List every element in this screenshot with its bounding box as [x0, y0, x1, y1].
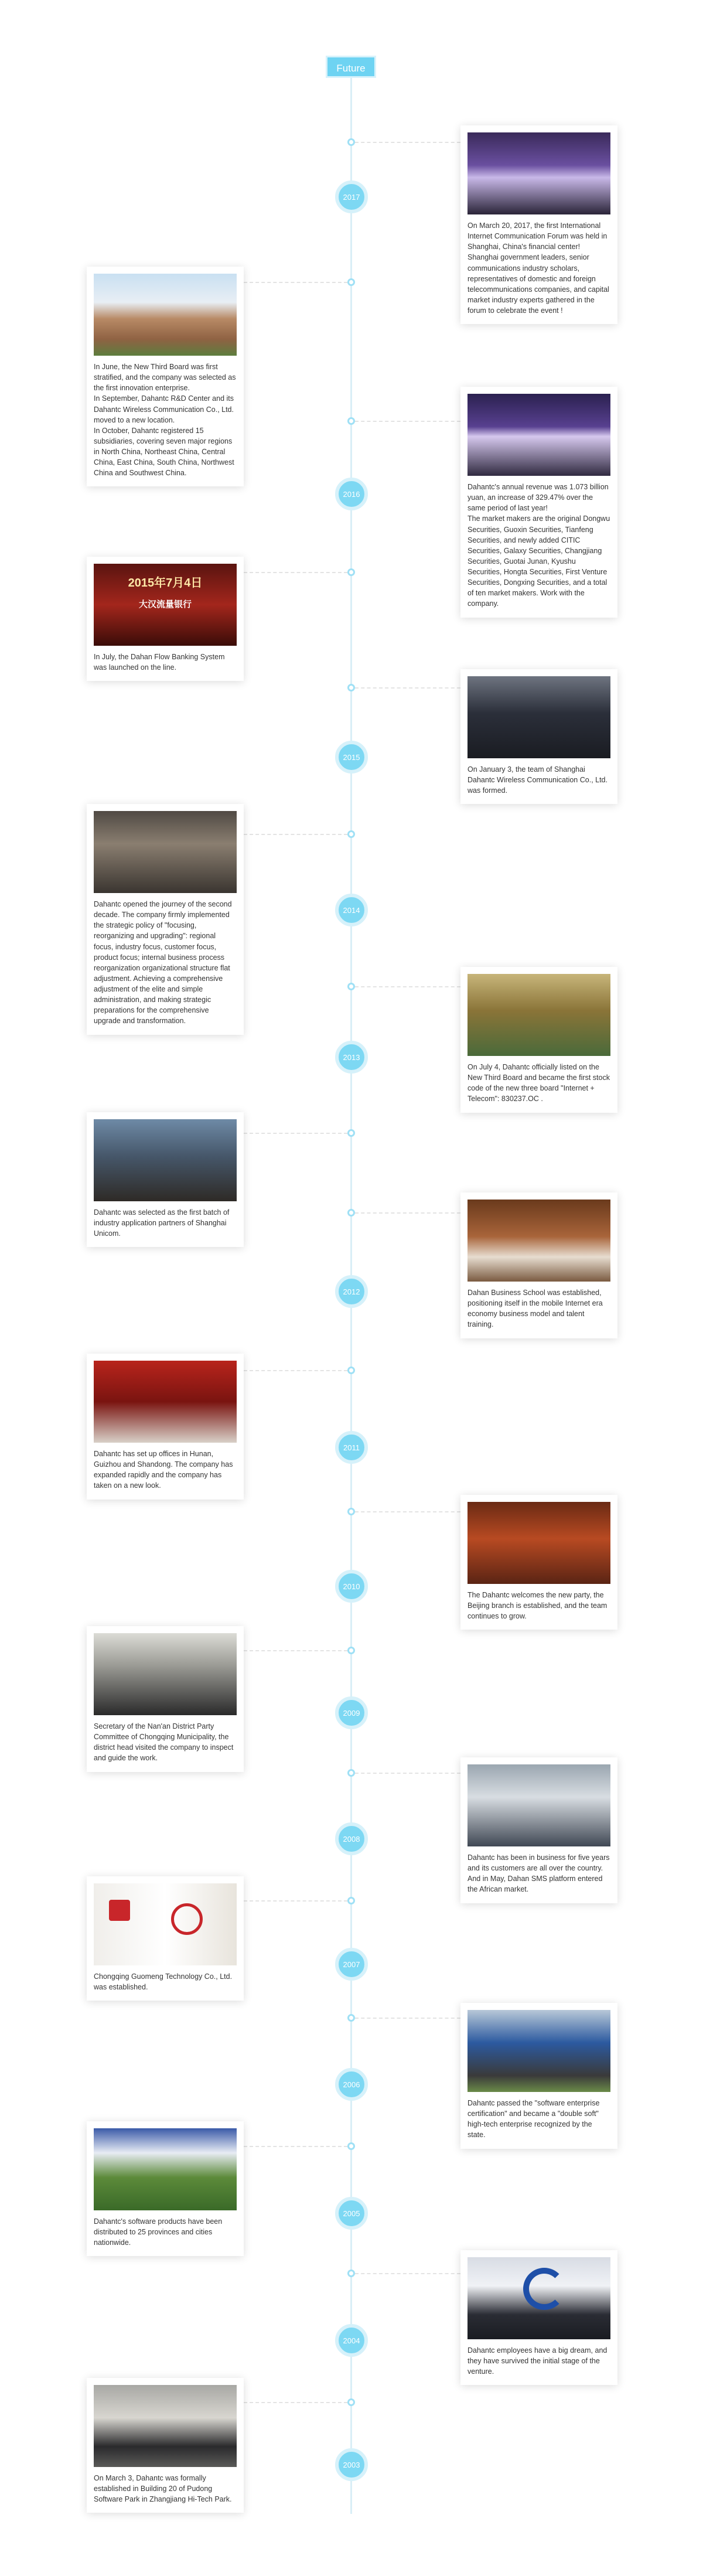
- timeline-dot: [347, 830, 355, 838]
- connector-line: [355, 1212, 460, 1214]
- year-marker-2006[interactable]: 2006: [335, 2068, 368, 2101]
- event-text: In June, the New Third Board was first stratified, and the company was selected as the first innovation enterprise. In September, Dahantc R&D Center and its Dahantc Wireless Communication Co., Ltd. moved to a new location. In October, Dahantc registered 15 subsidiaries, covering seven major regions in North China, Northeast China, Central China, East China, South China, Northwest China and Southwest China.: [94, 363, 236, 478]
- event-card-2006-certification: [460, 2003, 617, 2149]
- event-photo: [94, 1633, 237, 1715]
- event-text: On January 3, the team of Shanghai Dahantc Wireless Communication Co., Ltd. was formed.: [467, 765, 608, 795]
- event-card-2013-unicom: [87, 1112, 244, 1247]
- year-marker-2013[interactable]: 2013: [335, 1041, 368, 1074]
- event-photo: [467, 2010, 610, 2092]
- timeline-dot: [347, 2142, 355, 2150]
- event-text: On March 3, Dahantc was formally established in Building 20 of Pudong Software Park in Zhangjiang Hi-Tech Park.: [94, 2474, 232, 2504]
- event-card-2017-forum: [460, 125, 617, 324]
- event-photo: [467, 1200, 610, 1282]
- connector-line: [355, 142, 460, 143]
- year-marker-2016[interactable]: 2016: [335, 478, 368, 510]
- year-marker-2007[interactable]: 2007: [335, 1948, 368, 1981]
- event-card-2016-revenue: [460, 387, 617, 618]
- year-marker-2014[interactable]: 2014: [335, 894, 368, 926]
- event-card-2015-flow-banking: [87, 557, 244, 681]
- event-text: Dahantc has been in business for five years and its customers are all over the country. And in May, Dahan SMS platform entered the African market.: [467, 1853, 610, 1894]
- event-card-2007-guomeng: [87, 1876, 244, 2001]
- year-marker-2009[interactable]: 2009: [335, 1696, 368, 1729]
- company-logo-icon: [523, 2268, 565, 2310]
- event-photo: [94, 1119, 237, 1201]
- connector-line: [244, 1370, 347, 1371]
- year-marker-2004[interactable]: 2004: [335, 2324, 368, 2357]
- connector-line: [244, 1133, 347, 1134]
- photo-date-caption: 2015年7月4日: [128, 577, 203, 590]
- timeline-dot: [347, 568, 355, 576]
- event-text: Dahantc passed the "software enterprise certification" and became a "double soft" high-tech enterprise recognized by the state.: [467, 2099, 600, 2139]
- timeline-dot: [347, 1508, 355, 1515]
- timeline-dot: [347, 1769, 355, 1777]
- event-photo: [94, 811, 237, 893]
- event-photo: [467, 2257, 610, 2339]
- event-photo: [467, 394, 610, 476]
- connector-line: [355, 986, 460, 987]
- year-marker-2017[interactable]: 2017: [335, 180, 368, 213]
- event-text: In July, the Dahan Flow Banking System was launched on the line.: [94, 653, 225, 672]
- event-photo: [467, 1502, 610, 1584]
- timeline-dot: [347, 684, 355, 691]
- year-marker-2010[interactable]: 2010: [335, 1570, 368, 1603]
- connector-line: [244, 2402, 347, 2403]
- event-card-2016-innovation: [87, 267, 244, 486]
- event-photo: [94, 2385, 237, 2467]
- event-photo: [467, 676, 610, 758]
- timeline-dot: [347, 1897, 355, 1904]
- connector-line: [355, 2018, 460, 2019]
- event-photo: [94, 564, 237, 646]
- year-marker-2005[interactable]: 2005: [335, 2197, 368, 2230]
- event-photo: [94, 274, 237, 356]
- event-text: Secretary of the Nan'an District Party Committee of Chongqing Municipality, the district head visited the company to inspect and guide the work.: [94, 1722, 234, 1763]
- event-card-2009-visit: [87, 1626, 244, 1772]
- timeline-dot: [347, 2270, 355, 2277]
- timeline-dot: [347, 417, 355, 425]
- event-text: Dahantc's annual revenue was 1.073 billion yuan, an increase of 329.47% over the same period of last year! The market makers are the original Dongwu Securities, Guoxin Securities, Tianfeng Securities, and newly added CITIC Securities, Galaxy Securities, Changjiang Securities, Guotai Junan, Kyushu Securities, Hongta Securities, First Venture Securities, Dongxing Securities, and a total of ten market makers. Work with the company.: [467, 483, 610, 608]
- connector-line: [355, 1773, 460, 1774]
- connector-line: [244, 572, 347, 573]
- event-text: Dahantc employees have a big dream, and they have survived the initial stage of the venture.: [467, 2346, 608, 2376]
- event-card-2004-dream: [460, 2250, 617, 2385]
- connector-line: [355, 1511, 460, 1512]
- event-photo: [467, 974, 610, 1056]
- timeline-dot: [347, 1367, 355, 1374]
- timeline-dot: [347, 1129, 355, 1137]
- connector-line: [355, 687, 460, 689]
- year-marker-2008[interactable]: 2008: [335, 1822, 368, 1855]
- connector-line: [355, 2273, 460, 2274]
- event-card-2014-second-decade: [87, 804, 244, 1035]
- timeline-dot: [347, 1209, 355, 1217]
- timeline-dot: [347, 138, 355, 146]
- event-text: Dahantc opened the journey of the second decade. The company firmly implemented the strategic policy of "focusing, reorganizing and upgrading": regional focus, industry focus, customer focus, product focus; internal business process reorganization organizational structure flat adjustment. Achieving a comprehensive adjustment of the elite and simple administration, and making strategic preparations for the comprehensive upgrade and transformation.: [94, 900, 232, 1025]
- year-marker-2003[interactable]: 2003: [335, 2448, 368, 2481]
- connector-line: [244, 282, 347, 283]
- connector-line: [244, 1900, 347, 1902]
- connector-line: [244, 834, 347, 835]
- event-card-2015-team: [460, 669, 617, 804]
- event-text: On March 20, 2017, the first International Internet Communication Forum was held in Shanghai, China's financial center! Shanghai government leaders, senior communications industry scholars, representatives of domestic and foreign telecommunications companies, and capital market industry experts gathered in the forum to celebrate the event !: [467, 222, 609, 315]
- event-photo: [94, 1883, 237, 1965]
- timeline-dot: [347, 1647, 355, 1654]
- event-text: On July 4, Dahantc officially listed on the New Third Board and became the first stock code of the new three board "Internet + Telecom": 830237.OC .: [467, 1063, 610, 1103]
- year-marker-2011[interactable]: 2011: [335, 1431, 368, 1464]
- future-button[interactable]: Future: [326, 56, 376, 78]
- timeline-dot: [347, 278, 355, 286]
- brand-emblem-icon: [171, 1903, 203, 1935]
- timeline-dot: [347, 2398, 355, 2406]
- event-text: Dahan Business School was established, positioning itself in the mobile Internet era economy business model and talent training.: [467, 1289, 603, 1329]
- event-card-2003-founding: [87, 2378, 244, 2513]
- event-text: Dahantc has set up offices in Hunan, Guizhou and Shandong. The company has expanded rapidly and the company has taken on a new look.: [94, 1450, 233, 1490]
- year-marker-2012[interactable]: 2012: [335, 1275, 368, 1308]
- event-text: Dahantc was selected as the first batch of industry application partners of Shanghai Unicom.: [94, 1208, 230, 1238]
- event-card-2013-listing: [460, 967, 617, 1113]
- event-card-2005-distribution: [87, 2121, 244, 2256]
- event-text: The Dahantc welcomes the new party, the Beijing branch is established, and the team continues to grow.: [467, 1591, 608, 1621]
- event-photo: [467, 132, 610, 214]
- connector-line: [244, 1650, 347, 1651]
- connector-line: [355, 421, 460, 422]
- connector-line: [244, 2146, 347, 2147]
- event-text: Dahantc's software products have been distributed to 25 provinces and cities nationwide.: [94, 2217, 223, 2247]
- photo-sub-caption: 大汉流量银行: [138, 599, 192, 609]
- event-text: Chongqing Guomeng Technology Co., Ltd. was established.: [94, 1972, 233, 1992]
- brand-logo-icon: [109, 1900, 130, 1921]
- year-marker-2015[interactable]: 2015: [335, 741, 368, 774]
- timeline-dot: [347, 983, 355, 990]
- event-card-2010-beijing: [460, 1495, 617, 1630]
- event-card-2011-offices: [87, 1354, 244, 1500]
- timeline-dot: [347, 2014, 355, 2022]
- event-card-2008-africa: [460, 1757, 617, 1903]
- event-photo: [94, 1361, 237, 1443]
- event-photo: [94, 2128, 237, 2210]
- event-card-2012-business-school: [460, 1192, 617, 1338]
- event-photo: [467, 1764, 610, 1846]
